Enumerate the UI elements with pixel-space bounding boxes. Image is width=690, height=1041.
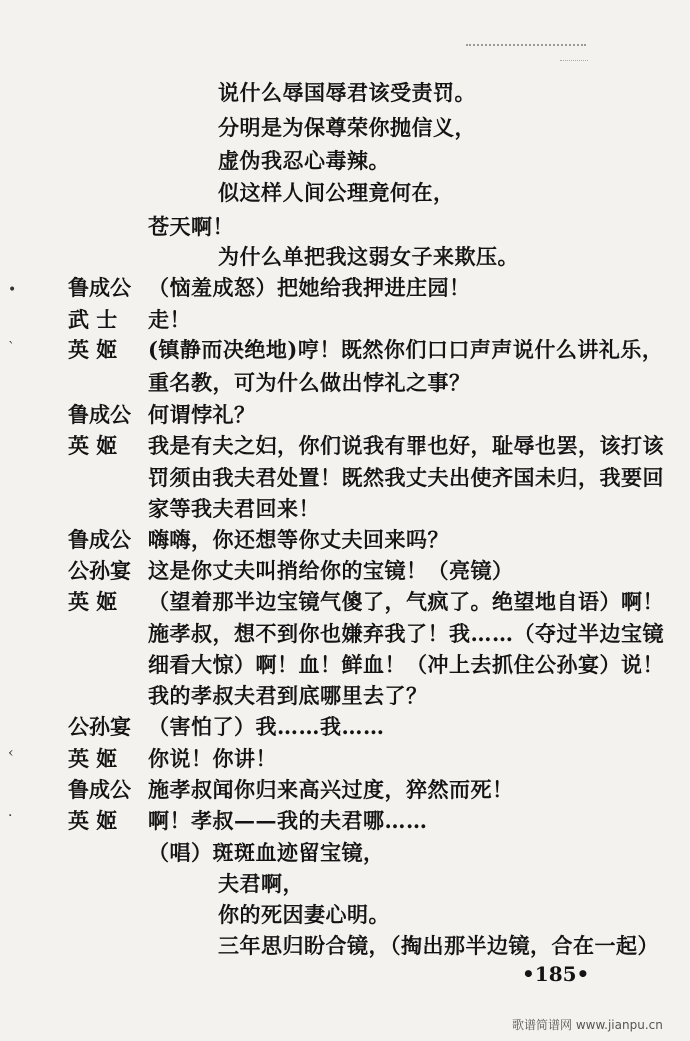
speaker-yingji: 英 姬 (68, 337, 118, 362)
verse-line-5: 苍天啊！ (148, 214, 234, 239)
speaker-lu-chenggong: 鲁成公 (68, 527, 131, 552)
margin-mark: • (8, 282, 17, 298)
dialogue-line-13: 罚须由我夫君处置！既然我丈夫出使齐国未归，我要回 (148, 465, 664, 490)
speaker-gongsun-yan: 公孙宴 (68, 558, 131, 583)
speaker-yingji: 英 姬 (68, 746, 118, 771)
speaker-gongsun-yan: 公孙宴 (68, 714, 131, 739)
dialogue-line-14: 家等我夫君回来！ (148, 496, 320, 521)
speaker-yingji: 英 姬 (68, 808, 118, 833)
dialogue-line-10: 重名教，可为什么做出悖礼之事？ (148, 370, 471, 395)
verse-line-1: 说什么辱国辱君该受责罚。 (218, 80, 476, 105)
margin-mark: · (8, 808, 13, 824)
dialogue-line-24: 啊！孝叔——我的夫君哪…… (148, 808, 428, 833)
scan-artifact-top-small (560, 60, 588, 63)
song-line-3: 你的死因妻心明。 (218, 902, 390, 927)
speaker-lu-chenggong: 鲁成公 (68, 777, 131, 802)
dialogue-line-19: 细看大惊）啊！血！鲜血！（冲上去抓住公孙宴）说！ (148, 652, 664, 677)
speaker-lu-chenggong: 鲁成公 (68, 402, 131, 427)
verse-line-2: 分明是为保尊荣你抛信义， (218, 115, 476, 140)
scan-artifact-top (466, 44, 586, 50)
song-line-4: 三年思归盼合镜，（掏出那半边镜，合在一起） (218, 933, 659, 958)
verse-line-6: 为什么单把我这弱女子来欺压。 (218, 244, 519, 269)
dialogue-line-9: (镇静而决绝地)哼！既然你们口口声声说什么讲礼乐， (148, 337, 664, 362)
dialogue-line-17: （望着那半边宝镜气傻了，气疯了。绝望地自语）啊！ (148, 589, 664, 614)
speaker-lu-chenggong: 鲁成公 (68, 275, 131, 300)
dialogue-line-21: （害怕了）我……我…… (148, 714, 385, 739)
speaker-yingji: 英 姬 (68, 433, 118, 458)
dialogue-line-16: 这是你丈夫叫捎给你的宝镜！（亮镜） (148, 558, 514, 583)
dialogue-line-12: 我是有夫之妇，你们说我有罪也好，耻辱也罢，该打该 (148, 433, 664, 458)
dialogue-line-15: 嗨嗨，你还想等你丈夫回来吗？ (148, 527, 449, 552)
dialogue-line-11: 何谓悖礼？ (148, 402, 256, 427)
dialogue-line-7: （恼羞成怒）把她给我押进庄园！ (148, 275, 471, 300)
song-line-2: 夫君啊， (218, 871, 304, 896)
watermark-text: 歌谱简谱网 www.jianpu.cn (512, 1018, 663, 1032)
verse-line-3: 虚伪我忍心毒辣。 (218, 148, 390, 173)
speaker-yingji: 英 姬 (68, 589, 118, 614)
margin-mark: ˋ (8, 340, 15, 356)
dialogue-line-18: 施孝叔，想不到你也嫌弃我了！我……（夺过半边宝镜 (148, 621, 664, 646)
verse-line-4: 似这样人间公理竟何在， (218, 180, 455, 205)
dialogue-line-23: 施孝叔闻你归来高兴过度，猝然而死！ (148, 777, 514, 802)
dialogue-line-20: 我的孝叔夫君到底哪里去了？ (148, 683, 428, 708)
dialogue-line-22: 你说！你讲！ (148, 746, 277, 771)
song-line-1: （唱）斑斑血迹留宝镜， (148, 840, 385, 865)
speaker-wushi: 武 士 (68, 307, 118, 332)
margin-mark: ‹ (8, 745, 14, 761)
page-number: •185• (522, 962, 590, 986)
dialogue-line-8: 走！ (148, 307, 191, 332)
